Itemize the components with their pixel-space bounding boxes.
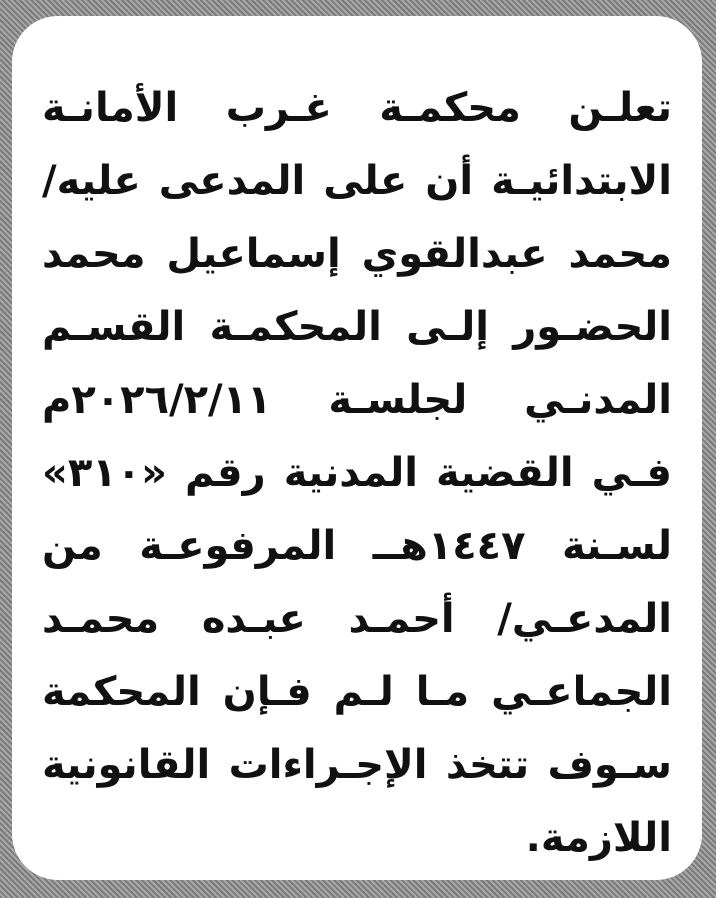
notice-line: محمد عبدالقوي إسماعيل محمد bbox=[42, 231, 672, 277]
notice-line: الحضـور إلـى المحكمـة القسـم bbox=[42, 304, 672, 350]
notice-line: لسـنة ١٤٤٧هــ المرفوعـة من bbox=[42, 523, 672, 569]
notice-line: المدعـي/ أحمـد عبـده محمـد bbox=[42, 596, 672, 642]
notice-line: فـي القضية المدنية رقم «٣١٠» bbox=[42, 450, 672, 496]
notice-line: المدنـي لجلسـة ٢٠٢٦/٢/١١م bbox=[42, 377, 672, 423]
notice-line: اللازمة. bbox=[525, 815, 672, 861]
notice-body bbox=[42, 72, 672, 875]
notice-line: تعلـن محكمـة غـرب الأمانـة bbox=[42, 85, 672, 131]
notice-line: سـوف تتخذ الإجـراءات القانونية bbox=[42, 742, 672, 788]
notice-line: الجماعـي مـا لـم فـإن المحكمة bbox=[42, 669, 672, 715]
court-notice-card bbox=[12, 16, 702, 880]
notice-line: الابتدائيـة أن على المدعى عليه/ bbox=[42, 158, 672, 204]
